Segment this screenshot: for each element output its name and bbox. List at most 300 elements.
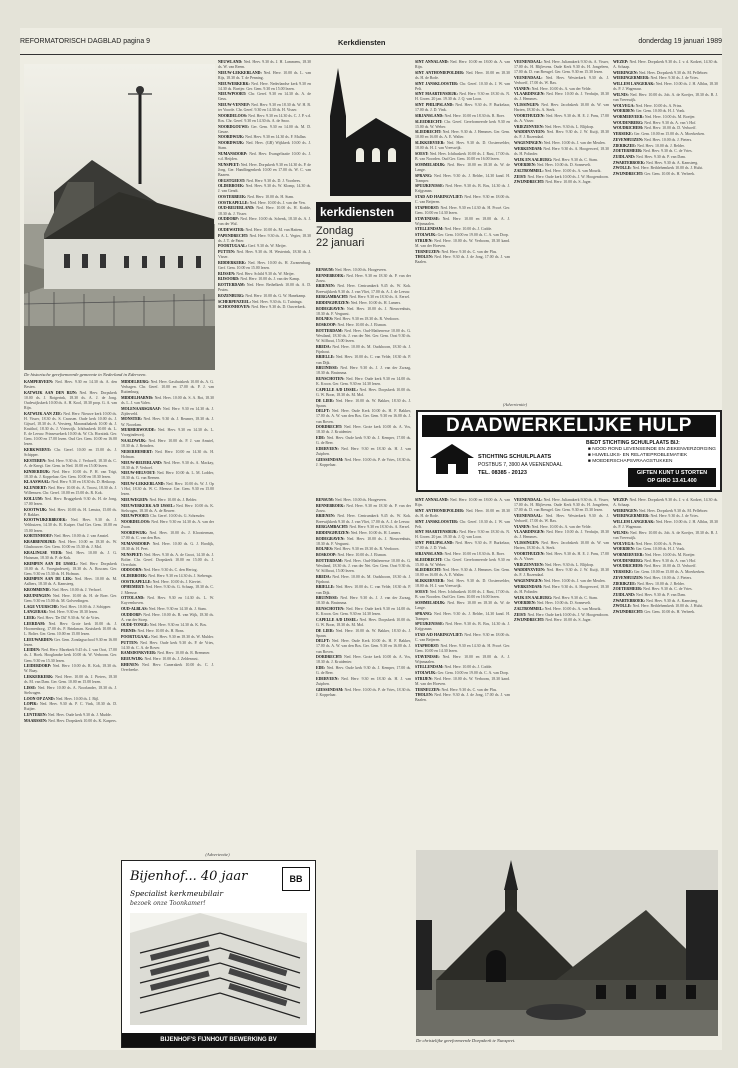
place-name: SOMMELSDIJK: xyxy=(415,600,446,605)
place-name: SOMMELSDIJK: xyxy=(415,162,446,167)
place-name: KLUNDERT: xyxy=(24,486,47,491)
heading-kerkdiensten: kerkdiensten xyxy=(316,202,411,222)
place-name: SLIKKERVEER: xyxy=(415,141,445,146)
place-name: KRIMPEN AAN DE LEK: xyxy=(24,577,73,582)
listing-entry: SPUIJKENISSE: Ned. Herv. 9.30 ds. B. Bos, 14.30 ds. J. Krijgsman. xyxy=(415,184,510,194)
listing-entry: OUDDORP: Ned. Herv. 10.00 ds. B. van Wijk, 18.30 ds. A. van der Stoep. xyxy=(121,612,214,622)
place-name: TERNEUZEN: xyxy=(415,249,441,254)
listing-entry: TERNEUZEN: Ned. Herv. 9.30 ds. C. van der Plas. xyxy=(415,249,498,254)
listing-entry: BOLNES: Ned. Herv. 9.30 en 18.30 ds. R. Verdoorn. xyxy=(316,317,400,322)
place-name: BREDA: xyxy=(316,344,331,349)
listing-entry: KOOTWIJKERBROEK: Ned. Herv. 9.30 ds. J. Velthuizen, 14.30 ds. R. Kuiper. Oud Ger. Gem. 10.00 en 15.00 lezen. xyxy=(24,518,117,533)
place-name: MIDDELBURG: xyxy=(121,380,150,384)
place-name: ZWIJNDRECHT: xyxy=(514,180,545,185)
place-name: DELFT: xyxy=(316,639,330,644)
listing-entry: WIERINGEN: Ned. Herv. Dorpskerk 9.30 ds. M. Pelleboer. xyxy=(613,508,709,513)
header-rule xyxy=(20,54,722,55)
place-name: LEERDAM: xyxy=(24,621,46,626)
place-name: VOORTHUIZEN: xyxy=(514,113,545,118)
listing-entry: STOLWIJK: Ger. Gem. 10.00 en 19.00 ds. C. A. van Dorp. xyxy=(415,233,509,238)
place-name: BENNEBROEK: xyxy=(316,273,345,278)
place-name: OOSTKAPELLE: xyxy=(121,579,152,584)
place-name: BRUINISSE: xyxy=(316,596,339,601)
place-name: ZOETERMEER: xyxy=(613,149,643,154)
listing-entry: WOERDEN: Ger. Gem. 10.00 ds. H. J. Vonk. xyxy=(613,109,686,114)
place-name: BERGAMBACHT: xyxy=(316,295,349,300)
listing-entry: STOLWIJK: Ger. Gem. 10.00 en 19.00 ds. C. A. van Dorp. xyxy=(415,671,509,676)
place-name: DE LIER: xyxy=(316,398,334,403)
place-name: VIANEN: xyxy=(514,524,531,529)
listing-entry: RIDDERKERK: Ned. Herv. 10.00 ds. H. Zwanenburg. Gerf. Gem. 10.00 en 15.00 lezen. xyxy=(218,260,311,271)
place-name: KRUININGEN: xyxy=(24,593,52,598)
place-name: SPUIJKENISSE: xyxy=(415,184,444,189)
listing-entry: LOON OP ZAND: Ned. Herv. 10.00 ds. J. Bijl. xyxy=(24,696,100,701)
listing-entry: KAMPERVEEN: Ned. Herv. 9.30 en 14.30 ds. A. den Besten. xyxy=(24,380,117,390)
listing-entry: ZOETERMEER: Ned. Herv. 9.30 ds. C. de Vries. xyxy=(613,587,693,592)
listing-entry: STAD A/D HARINGVLIET: Ned. Herv. 9.30 en 18.00 ds. C. van Beijeren. xyxy=(415,195,510,205)
listing-entry: WORMERVEER: Ned. Herv. 10.00 ds. M. Boeijer. xyxy=(613,553,696,558)
listing-entry: MIDDELHARNIS: Ned. Herv. 10.00 ds. S. A. Bot, 18.30 ds. L. J. van Valen. xyxy=(121,395,214,405)
listing-entry: OOSTERBEEK: Ned. Herv. 10.00 ds. H. Stam. xyxy=(218,195,295,200)
place-name: LEKKERKERK: xyxy=(24,675,54,679)
listing-entry: VIANEN: Ned. Herv. 10.00 ds. A. van der Velde. xyxy=(514,524,592,529)
place-name: LOON OP ZAND: xyxy=(24,696,55,701)
listing-entry: DELFT: Ned. Herv. Oude Kerk 10.00 ds. H. F. Bakker, 17.00 ds. A. W. van den Bos. Ger. Gem. 9.30 en 16.00 ds. J. van Boven. xyxy=(316,639,411,654)
listing-entry: REEUWIJK: Ned. Herv. 10.00 ds. J. Zeldenrust. xyxy=(121,657,199,661)
listing-entry: SOMMELSDIJK: Ned. Herv. 10.00 en 18.30 ds. W. de Lange. xyxy=(415,162,510,172)
place-name: BENNEBROEK: xyxy=(316,503,345,508)
listing-entry: LUNTEREN: Ned. Herv. Oude kerk 9.30 ds. J. Mudde. xyxy=(24,713,112,718)
place-name: RIJSSEN: xyxy=(218,271,236,276)
listing-entry: BERGAMBACHT: Ned. Herv. 9.30 en 18.30 ds. A. Eersel. xyxy=(316,295,411,300)
place-name: BRIELLE: xyxy=(316,585,335,590)
listing-entry: SLEEDRECHT: Chr. Geref. Gereformeerde kerk 9.30 en 15.00 ds. W. Weber. xyxy=(415,557,510,567)
listing-entry: OLDEBROEK: Ned. Herv. 9.30 en 14.30 ds. J. Siebenga. xyxy=(121,574,213,579)
listing-entry: STRIJEN: Ned. Herv. 10.00 ds. W. Verboom, 18.30 kand. M. van der Hoeven. xyxy=(415,238,510,248)
place-name: NUNSPEET: xyxy=(218,162,240,167)
listing-entry: OUDDORP: Ned. Herv. 10.00 ds. Schenk, 18.30 ds. A. J. van der Wal. xyxy=(218,217,311,227)
bijenhof-sub2: bezoek onze Toonkamer! xyxy=(130,900,206,907)
listing-entry: SINT MAARTENSDIJK: Ned. Herv. 9.30 en 18.30 ds. N. H. Groen. 20 jan. 19.30 ds. J. Q. van Loon. xyxy=(415,530,510,540)
place-name: BOSKOOP: xyxy=(316,553,337,558)
listing-entry: WIJK EN AALBURG: Ned. Herv. 9.30 ds. C. Stam. xyxy=(514,595,598,600)
bijenhof-title: Bijenhof... 40 jaar xyxy=(130,869,248,884)
place-name: CAPELLE A/D IJSSEL: xyxy=(316,617,359,622)
listing-entry: STAD A/D HARINGVLIET: Ned. Herv. 9.30 en 18.00 ds. C. van Beijeren. xyxy=(415,633,510,643)
listing-column-6b xyxy=(514,498,609,848)
listing-entry: ZWOLLE: Ned. Herv. Bethlehemkerk 10.00 ds. J. Hulst. xyxy=(613,166,704,171)
place-name: BIDDINGHUIZEN: xyxy=(316,530,350,535)
place-name: SIRJANSLAND: xyxy=(415,113,444,118)
advert-phone: TEL. 08385 - 20123 xyxy=(478,470,527,476)
place-name: GIESSENDAM: xyxy=(316,687,344,692)
listing-entry: BODEGRAVEN: Ned. Herv. 10.00 ds. J. Nieuwenhuis, 18.30 ds. F. Vergunst. xyxy=(316,306,411,316)
listing-column-1 xyxy=(24,380,117,1048)
listing-entry: MONSTER: Ned. Herv. 9.30 ds. J. Beumer, 18.30 ds. J. W. Noordam. xyxy=(121,417,214,427)
listing-column-3 xyxy=(218,60,311,848)
listing-entry: ZEIST: Ned. Herv. Oude kerk 10.00 ds. J. W. Hoogendoorn. xyxy=(514,612,609,617)
place-name: BODEGRAVEN: xyxy=(316,306,345,311)
listing-entry: WORMERVEER: Ned. Herv. 10.00 ds. M. Boeijer. xyxy=(613,115,696,120)
place-name: SOEST: xyxy=(415,589,429,594)
listing-entry: NOORDWIJK: Ned. Herv. (GB) Wijkkerk 10.00 ds. J. Stam. xyxy=(218,141,311,151)
place-name: BERGAMBACHT: xyxy=(316,525,349,530)
listing-entry: SINT JANSKLOOSTER: Chr. Geref. 10.30 ds. J. W. van Pelt. xyxy=(415,519,510,529)
place-name: THOLEN: xyxy=(415,255,433,260)
place-name: NOORDELOOS: xyxy=(121,520,151,525)
place-name: NIEUWEGEIN: xyxy=(121,498,149,502)
place-name: WORMERVEER: xyxy=(613,553,644,558)
listing-entry: WOERDEN: Ger. Gem. 10.00 ds. H. J. Vonk. xyxy=(613,547,686,552)
listing-entry: BENSUM: Ned. Herv. 10.00 ds. Hoogeveen. xyxy=(316,498,387,502)
section-title: Kerkdiensten xyxy=(338,38,386,47)
place-name: ZWOLLE: xyxy=(613,604,632,609)
place-name: ZWIJNDRECHT: xyxy=(514,618,545,623)
listing-entry: BOTTERDAM: Ned. Herv. Oud-Mathenesse 10.00 ds. G. Westland, 18.30 ds. J. van der Net. Ger. Gem. Oost 9.30 ds. W. Silfhout, 15.00 lezen. xyxy=(316,328,411,343)
place-name: LEEUWARDEN: xyxy=(24,637,54,642)
listing-entry: WIERINGERMEER: Ned. Herv. 9.30 ds. J. de Vries. xyxy=(613,76,699,81)
listing-entry: SPRANG: Ned. Herv. 9.30 ds. J. Belder, 14.30 kand. H. Tramper. xyxy=(415,173,510,183)
listing-entry: GIESSENDAM: Ned. Herv. 10.00 ds. P. de Vries, 18.30 ds. J. Koppelaar. xyxy=(316,457,411,467)
advert-org: STICHTING SCHUILPLAATS xyxy=(478,454,552,460)
place-name: NIEUW-LEKKERLAND: xyxy=(121,482,165,487)
place-name: EDERVEEN: xyxy=(316,676,339,681)
place-name: ODDOORN: xyxy=(121,568,143,573)
listing-entry: NIEUW-VENNEP: Ned. Herv. 9.30 en 18.30 ds. W. H. B. ter Voorde. Chr. Geref. 9.30 en 14.30 ds. H. Visser. xyxy=(218,103,311,113)
listing-entry: BREDA: Ned. Herv. 10.00 ds. M. Oudshoorn, 18.30 ds. J. Fijnhout. xyxy=(316,574,411,584)
listing-entry: NIEUW-BEIJERLAND: Ned. Herv. 9.30 ds. A. Mackay, 18.30 ds. P. Verhoef. xyxy=(121,460,214,470)
place-name: BOLNES: xyxy=(316,547,334,552)
place-name: VLAARDINGEN: xyxy=(514,530,545,535)
listing-entry: NOORDGOUWE: Ger. Gem. 9.30 en 14.00 ds. M. D. Geuze. xyxy=(218,124,311,134)
place-name: WORMERVEER: xyxy=(613,115,644,120)
listing-entry: SPRANG: Ned. Herv. 9.30 ds. J. Belder, 14.30 kand. H. Tramper. xyxy=(415,611,510,621)
listing-entry: NOORDELOOS: Ned. Herv. 9.30 en 14.30 ds. A. van der Zwan. xyxy=(121,520,214,530)
church-photo-ederveen xyxy=(24,64,215,370)
listing-entry: VEENENDAAL: Ned. Herv. Westerkerk 9.30 ds. J. Verhoeff, 17.00 ds. W. Bax. xyxy=(514,513,609,523)
bijenhof-footer: BIJENHOF'S FIJNHOUT BEWERKING BV xyxy=(122,1033,315,1047)
listing-entry: TERNEUZEN: Ned. Herv. 9.30 ds. C. van der Plas. xyxy=(415,687,498,692)
listing-entry: ZIERIKZEE: Ned. Herv. 10.00 ds. J. Belder. xyxy=(613,581,685,586)
place-name: NIEUWPOORT: xyxy=(218,92,247,97)
heading-date: 22 januari xyxy=(316,237,365,249)
listing-entry: ZEVENHUIZEN: Ned. Herv. 10.00 ds. J. Pieters. xyxy=(613,137,693,142)
place-name: EDERVEEN: xyxy=(316,446,339,451)
listing-entry: VLAARDINGEN: Ned. Herv. 10.00 ds. J. Verduijn, 18.30 ds. J. Hemmes. xyxy=(514,530,609,540)
listing-entry: ZUIDLAND: Ned. Herv. 9.30 ds. P. van Dam. xyxy=(613,154,686,159)
listing-entry: KOLLUM: Ned. Herv. Bruggekerk 9.30 ds. H. de Jong, 17.00 lezen. xyxy=(24,496,117,506)
listing-entry: RIJSSEN: Ned. Herv. Schild 9.30 ds. W. Meijer. xyxy=(218,271,295,276)
listing-entry: POORTUGAAL: Ned. Herv. 9.30 en 18.30 ds. W. Mulder. xyxy=(121,634,214,639)
place-name: OUD-ALBLAS: xyxy=(121,607,148,611)
place-name: WIERINGERMEER: xyxy=(613,514,650,519)
place-name: KERKWERVE: xyxy=(24,448,52,452)
place-name: SINT MAARTENSDIJK: xyxy=(415,92,458,97)
listing-entry: VEENENDAAL: Ned. Herv. Westerkerk 9.30 ds. J. Verhoeff, 17.00 ds. W. Bax. xyxy=(514,75,609,85)
advert-bijenhof xyxy=(121,860,316,1048)
advert-address: POSTBUS 7, 3900 AA VEENENDAAL xyxy=(478,462,563,468)
place-name: OOSTERBEEK: xyxy=(218,195,247,200)
advert-gift-line: GIFTEN KUNT U STORTEN xyxy=(636,470,708,476)
listing-entry: BRUINISSE: Ned. Herv. 9.30 ds. J. J. van der Zwaag, 18.30 ds. Bruinsma. xyxy=(316,366,411,376)
listing-entry: WOUDRICHEM: Ned. Herv. 10.00 ds. D. Verhoeff. xyxy=(613,564,697,569)
place-name: BOLNES: xyxy=(316,317,334,322)
place-name: ZEIST: xyxy=(514,612,527,617)
place-name: REEUWIJK: xyxy=(121,657,144,661)
place-name: WILNIS: xyxy=(613,530,629,535)
listing-entry: BRIENEN: Ned. Herv. Centrumkerk 9.45 ds. W. Kok. Breewijkkerk 9.30 ds. J. van Vliet, 17.00 ds. A. J. de Leeuw. xyxy=(316,514,411,524)
listing-entry: POORTUGAAL: Gerf. 9.30 ds. W. Meijer. xyxy=(218,244,287,249)
place-name: STAVENISSE: xyxy=(415,654,440,659)
place-name: ZUIDLAND: xyxy=(613,154,636,159)
advert-bullets xyxy=(588,447,716,465)
place-name: WAGENINGEN: xyxy=(514,579,543,584)
listing-entry: OTTOLAND: Ned. Herv. 9.30 en 14.30 ds. L. W. Kuyvenhoven. xyxy=(121,596,214,606)
place-name: POORTUGAAL: xyxy=(121,634,151,639)
place-name: ZWARTEBROEK: xyxy=(613,598,646,603)
place-name: BREDA: xyxy=(316,574,331,579)
listing-entry: KOOTWIJK: Ned. Herv. 10.00 ds. H. Lenstra, 15.00 ds. P. Bakker. xyxy=(24,507,117,517)
place-name: SINT JANSKLOOSTER: xyxy=(415,81,459,86)
place-name: WOERDEN: xyxy=(514,163,536,168)
place-name: NIEUW-BEIJERLAND: xyxy=(121,460,163,465)
place-name: STELLENDAM: xyxy=(415,227,444,232)
listing-column-7b xyxy=(613,498,718,848)
place-name: STAPHORST: xyxy=(415,205,440,210)
listing-entry: PUTTEN: Ned. Herv. Oude kerk 9.30 ds. P. de Vries, 14.30 ds. C. A. de Rover. xyxy=(121,640,214,650)
place-name: VRIEZENVEEN: xyxy=(514,124,544,129)
listing-entry: SINT PHILIPSLAND: Ned. Herv. 9.30 ds. P. Burkelaar, 17.00 ds. J. D. Vink. xyxy=(415,541,510,551)
listing-entry: RIJSOORD: Ned. Herv. 10.00 ds. J. van der Kamp. xyxy=(218,277,300,282)
listing-entry: ZWIJNDRECHT: Ger. Gem. 10.00 ds. H. Verbeek. xyxy=(613,609,695,614)
listing-entry: EDE: Ned. Herv. Oude kerk 9.30 ds. J. Kemper, 17.00 ds. G. de Beer. xyxy=(316,436,411,446)
place-name: NIEUW-LEKKERLAND: xyxy=(218,70,262,75)
listing-entry: OPHEMERT: Ned. Herv. 9.30 ds. G. Schaap, 18.30 ds. C. J. Meeuse. xyxy=(121,585,214,595)
listing-entry: STAVENISSE: Ned. Herv. 10.00 en 18.00 ds. A. J. Wijnmaalen. xyxy=(415,216,510,226)
place-name: SCHERPENZEEL: xyxy=(218,299,251,304)
listing-entry: BRIELLE: Ned. Herv. 10.00 ds. C. van Velde, 18.30 ds. P. van Dijk. xyxy=(316,585,411,595)
listing-entry: MOLENAARSGRAAF: Ned. Herv. 9.30 en 14.30 ds. J. Zijderveld. xyxy=(121,406,214,416)
place-name: BUNSCHOTEN: xyxy=(316,607,345,611)
place-name: MONSTER: xyxy=(121,417,142,422)
place-name: SLIEDRECHT: xyxy=(415,568,442,573)
listing-entry: LEIDERDORP: Ned. Herv. 10.00 ds. R. Kok, 18.30 ds. W. Baay. xyxy=(24,664,117,674)
listing-entry: WAGENINGEN: Ned. Herv. 10.00 ds. J. van der Meulen. xyxy=(514,579,606,584)
listing-entry: SINT ANNALAND: Ned. Herv. 10.00 en 18.00 ds. A. van Rijn. xyxy=(415,498,510,508)
listing-entry: ZALTBOMMEL: Ned. Herv. 10.00 ds. A. van Mourik. xyxy=(514,169,602,173)
listing-entry: KORTENHOEF: Ned. Herv. 10.00 ds. J. van Amstel. xyxy=(24,534,110,539)
listing-entry: BIDDINGHUIZEN: Ned. Herv. 10.00 ds. H. Lamers. xyxy=(316,300,402,305)
place-name: ROTTERDAM: xyxy=(218,283,246,288)
place-name: OLDEBROEK: xyxy=(121,574,148,579)
place-name: STELLENDAM: xyxy=(415,665,444,670)
bijenhof-logo-badge: BB xyxy=(282,867,310,891)
listing-entry: MAARSSEN: Ned. Herv. Dorpskerk 10.00 ds. K. Kaspers. xyxy=(24,718,117,723)
listing-entry: ROZENBURG: Ned. Herv. 10.00 ds. G. W. Hanekamp. xyxy=(218,293,307,298)
place-name: BOTTERDAM: xyxy=(316,328,343,333)
listing-entry: YERSEKE: Ger. Gem. 10.00 en 15.00 ds. A. Moerkerken. xyxy=(613,570,705,575)
place-name: SINT ANNALAND: xyxy=(415,60,449,64)
place-name: LISSE: xyxy=(24,685,37,690)
place-name: BUNSCHOTEN: xyxy=(316,377,345,381)
place-name: KINDERDIJK: xyxy=(24,469,51,474)
place-name: RHENEN: xyxy=(121,662,139,667)
listing-entry: KRALINGSE VEER: Ned. Herv. 10.00 ds. J. G. Huisman, 18.30 ds. P. de Kok. xyxy=(24,550,117,560)
listing-entry: NIEUWPOORT: Chr. Geref. 9.30 en 14.30 ds. A. de Geus. xyxy=(218,92,311,102)
place-name: WOLVEGA: xyxy=(613,541,635,546)
advert-headline: DAADWERKELIJKE HULP xyxy=(422,415,716,437)
listing-entry: ZEVENHUIZEN: Ned. Herv. 10.00 ds. J. Pieters. xyxy=(613,575,693,580)
listing-entry: LEIDEN: Ned. Herv. Marekerk 9.45 ds. J. van Oort, 17.00 ds. J. Hoek. Hooglandse kerk 10.00 ds. W. Verboom. Ger. Gem. 9.30 en 15.30 lezen. xyxy=(24,648,117,663)
place-name: MAARSSEN: xyxy=(24,718,48,723)
place-name: THOLEN: xyxy=(415,693,433,698)
place-name: ZALTBOMMEL: xyxy=(514,607,544,611)
listing-column-4b xyxy=(316,498,411,848)
listing-entry: RAMSDONKVEER: Ned. Herv. 10.00 ds. R. Bremmer. xyxy=(121,651,211,656)
place-name: KOOTWIJK: xyxy=(24,507,48,512)
listing-entry: KATWIJK AAN ZEE: Ned. Herv. Nieuwe kerk 10.00 ds. H. Visser, 18.30 ds. S. Cnossen. Oude kerk 10.00 ds. J. Gijssel, 18.30 ds. A. Versteeg. Maranathakerk 10.00 ds. J. Kruithof, 18.30 ds. J. Vrieswijk. Ichthuskerk 10.00 ds. L. E. de Leeuw. Prinsessekerk 10.00 ds. W. Ch. Horstink. Ger. Gem. 10.00 en 17.00 lezen. Oud Ger. Gem. 10.00 en 16.00 lezen. xyxy=(24,411,117,447)
listing-entry: BENSUM: Ned. Herv. 10.00 ds. Hoogeveen. xyxy=(316,268,387,272)
listing-entry: STAVENISSE: Ned. Herv. 10.00 en 18.00 ds. A. J. Wijnmaalen. xyxy=(415,654,510,664)
listing-entry: STAPHORST: Ned. Herv. 9.30 en 14.30 ds. H. Procé. Ger. Gem. 10.00 en 14.30 lezen. xyxy=(415,643,510,653)
place-name: BODEGRAVEN: xyxy=(316,536,345,541)
advert-label-bijenhof: (Advertentie) xyxy=(205,852,230,857)
listing-entry: WADDINXVEEN: Ned. Herv. 9.30 ds. J. W. Kuijt, 18.30 ds. F. J. Rozendaal. xyxy=(514,568,609,578)
place-name: LEIDERDORP: xyxy=(24,664,52,669)
place-name: SOEST: xyxy=(415,151,429,156)
listing-entry: LISSE: Ned. Herv. 10.00 ds. A. Noorlander, 18.30 ds. J. Stelwagen. xyxy=(24,685,117,695)
listing-entry: NIEUWERKERK A/D IJSSEL: Ned. Herv. 10.00 ds. K. Stelwagen, 18.30 ds. A. de Reuver. xyxy=(121,503,214,513)
place-name: POORTUGAAL: xyxy=(218,244,248,249)
place-name: GIESSENDAM: xyxy=(316,457,344,462)
listing-entry: OUDEWATER: Ned. Herv. 10.00 ds. M. van Hattem. xyxy=(218,228,303,232)
listing-entry: DORDRECHT: Ned. Herv. Grote kerk 10.00 ds. A. Vos, 18.30 ds. J. Kruidenier. xyxy=(316,425,411,435)
listing-entry: DE LIER: Ned. Herv. 10.00 ds. W. Bakker, 18.30 ds. J. Spaan. xyxy=(316,398,411,408)
place-name: LEEK: xyxy=(24,616,37,620)
place-name: KATWIJK AAN DEN RIJN: xyxy=(24,390,77,395)
listing-entry: LEERDAM: Ned. Herv. Grote kerk 10.00 ds. J. Hoornenborg, 17.00 ds. P. Brinkman. Kruiskerk 10.00 ds. L. Bolier. Ger. Gem. 10.00 en 15.00 lezen. xyxy=(24,621,117,636)
listing-entry: SLIKKERVEER: Ned. Herv. 9.30 ds. D. Oostenvelder, 18.00 ds. H. J. van Vreeswijk. xyxy=(415,579,510,589)
listing-entry: NOORDWIJK: Ned. Herv. 10.00 ds. J. Kloosterman, 17.00 ds. C. van den Bos. xyxy=(121,530,214,541)
listing-entry: WILNIS: Ned. Herv. 10.00 ds. Joh. A. de Koeijer, 18.30 ds. B. J. van Vreeswijk. xyxy=(613,530,718,541)
listing-entry: NUMANSDORP: Ned. Herv. 10.00 ds. G. J. Hordijk, 18.30 ds. H. Peet. xyxy=(121,541,214,551)
church-photo-nunspeet xyxy=(416,850,718,1036)
listing-entry: SOEST: Ned. Herv. Ichthuskerk 10.00 ds. J. Rust, 17.00 ds. B. van Noorden. Oud Ger. Gem. 10.00 en 16.00 lezen. xyxy=(415,589,510,600)
place-name: SINT ANTHONIEPOLDER: xyxy=(415,70,465,75)
advert-giro: OP GIRO 13.41.400 xyxy=(647,478,697,484)
listing-entry: ZIERIKZEE: Ned. Herv. 10.00 ds. J. Belder. xyxy=(613,143,685,148)
listing-entry: ZEIST: Ned. Herv. Oude kerk 10.00 ds. J. W. Hoogendoorn. xyxy=(514,174,609,179)
listing-column-5a xyxy=(415,60,510,400)
listing-entry: VEENENDAAL: Ned. Herv. Julianakerk 9.30 ds. A. Visser, 17.00 ds. H. Blijlevens. Oude Kerk 9.30 ds. H. Jongeleen, 17.00 ds. D. van Breugel. Ger. Gem. 9.30 en 15.30 lezen. xyxy=(514,60,609,75)
place-name: LAGE VUURSCHE: xyxy=(24,604,60,609)
place-name: WEZEP: xyxy=(613,60,629,64)
listing-entry: VEENENDAAL: Ned. Herv. Julianakerk 9.30 ds. A. Visser, 17.00 ds. H. Blijlevens. Oude Kerk 9.30 ds. H. Jongeleen, 17.00 ds. D. van Breugel. Ger. Gem. 9.30 en 15.30 lezen. xyxy=(514,498,609,513)
listing-entry: SINT ANTHONIEPOLDER: Ned. Herv. 10.00 en 18.30 ds. H. de Bode. xyxy=(415,70,510,80)
place-name: PUTTEN: xyxy=(218,250,236,255)
place-name: NOORDWIJK: xyxy=(218,141,245,146)
listing-entry: NIEUWERKERK: Ned. Herv. Nederlandse kerk 9.30 en 14.30 ds. Boeijer. Ger. Gem. 9.30 en 15.00 lezen. xyxy=(218,81,311,91)
listing-entry: NIEUWEGEIN: Ned. Herv. 10.00 ds. J. Belder. xyxy=(121,498,198,502)
place-name: PAPENDRECHT: xyxy=(218,233,249,238)
listing-entry: VLAARDINGEN: Ned. Herv. 10.00 ds. J. Verduijn, 18.30 ds. J. Hemmes. xyxy=(514,92,609,102)
place-name: SLEEDRECHT: xyxy=(415,119,443,124)
place-name: TERNEUZEN: xyxy=(415,687,441,692)
place-name: ZEVENHUIZEN: xyxy=(613,575,644,580)
place-name: ZEIST: xyxy=(514,174,527,179)
place-name: KATWIJK AAN ZEE: xyxy=(24,411,63,416)
place-name: KRIMPEN AAN DE IJSSEL: xyxy=(24,561,78,566)
place-name: BIDDINGHUIZEN: xyxy=(316,300,350,305)
place-name: OUDEWATER: xyxy=(218,228,245,232)
listing-entry: NUMANSDORP: Ned. Herv. Evangelisatie 10.00 ds. J. v.d. Heijden. xyxy=(218,151,311,162)
listing-entry: LEEK: Ned. Herv. 'De Dil' 9.30 ds. W. de Vries. xyxy=(24,616,100,620)
listing-entry: KRIMPEN AAN DE LEK: Ned. Herv. 10.00 ds. M. Aalbers, 18.30 ds. A. Kamsteeg. xyxy=(24,577,117,587)
listing-entry: KROMMENIE: Ned. Herv. 10.00 ds. J. Verhoef. xyxy=(24,588,102,593)
place-name: KESTEREN: xyxy=(24,458,47,463)
place-name: WOUDRICHEM: xyxy=(613,126,644,131)
place-name: OUDDORP: xyxy=(121,612,142,617)
listing-entry: LOPIK: Ned. Herv. 9.30 ds. P. C. Vink, 18.30 ds. D. Ruijter. xyxy=(24,702,117,712)
place-name: ZWARTEBROEK: xyxy=(613,160,646,165)
listing-entry: WIERINGERMEER: Ned. Herv. 9.30 ds. J. de Vries. xyxy=(613,514,699,519)
listing-entry: ZALTBOMMEL: Ned. Herv. 10.00 ds. A. van Mourik. xyxy=(514,607,602,611)
place-name: LEIDEN: xyxy=(24,648,41,653)
listing-entry: OOSTKAPELLE: Ned. Herv. 10.00 ds. J. Kieviet. xyxy=(121,579,202,584)
place-name: BENSUM: xyxy=(316,268,334,272)
listing-entry: BOTTERDAM: Ned. Herv. Oud-Mathenesse 10.00 ds. G. Westland, 18.30 ds. J. van der Net. Ger. Gem. Oost 9.30 ds. W. Silfhout, 15.00 lezen. xyxy=(316,558,411,573)
listing-entry: SLIEDRECHT: Ned. Herv. 9.30 ds. J. Hemmes. Ger. Gem. 10.00 en 16.00 ds. A. E. Walter. xyxy=(415,568,510,578)
listing-entry: WOUDENBERG: Ned. Herv. 9.30 ds. A. van 't Hof. xyxy=(613,120,697,125)
place-name: NIEUWPOORT: xyxy=(121,514,150,519)
listing-entry: WOLVEGA: Ned. Herv. 10.00 ds. A. Prins. xyxy=(613,541,683,546)
listing-entry: DE LIER: Ned. Herv. 10.00 ds. W. Bakker, 18.30 ds. J. Spaan. xyxy=(316,628,411,638)
listing-entry: NEDERHEMERT: Ned. Herv. 10.00 en 14.30 ds. H. Hofman. xyxy=(121,449,214,459)
newspaper-page xyxy=(20,28,722,1050)
place-name: SPRANG: xyxy=(415,173,433,178)
listing-entry: SINT MAARTENSDIJK: Ned. Herv. 9.30 en 18.30 ds. N. H. Groen. 20 jan. 19.30 ds. J. Q. van Loon. xyxy=(415,92,510,102)
listing-entry: WOUDENBERG: Ned. Herv. 9.30 ds. A. van 't Hof. xyxy=(613,558,697,563)
listing-entry: SINT JANSKLOOSTER: Chr. Geref. 10.30 ds. J. W. van Pelt. xyxy=(415,81,510,91)
place-name: PUTTEN: xyxy=(121,640,139,645)
place-name: LUNTEREN: xyxy=(24,713,47,718)
place-name: MOLENAARSGRAAF: xyxy=(121,406,162,411)
listing-entry: EDERVEEN: Ned. Herv. 9.30 en 18.30 ds. H. J. van Zutphen. xyxy=(316,446,411,456)
place-name: WOERDEN: xyxy=(613,109,635,114)
listing-entry: ZUIDLAND: Ned. Herv. 9.30 ds. P. van Dam. xyxy=(613,592,686,597)
photo-caption-ederveen: De historische gereformeerde gemeente in Nederland in Ederveen. xyxy=(24,372,147,377)
place-name: MIDDELHARNIS: xyxy=(121,395,154,400)
listing-entry: SCHERPENZEEL: Ned. Herv. 9.30 ds. G. Tuininga. xyxy=(218,299,303,304)
place-name: STAVENISSE: xyxy=(415,216,440,221)
listing-entry: WADDINXVEEN: Ned. Herv. 9.30 ds. J. W. Kuijt, 18.30 ds. F. J. Rozendaal. xyxy=(514,130,609,140)
place-name: SCHOONHOVEN: xyxy=(218,305,251,310)
listing-column-4a xyxy=(316,268,411,473)
listing-entry: OUD-ALBLAS: Ned. Herv. 9.30 en 14.30 ds. J. Stam. xyxy=(121,607,207,611)
place-name: NOORDWIJK: xyxy=(218,135,245,140)
place-name: SPRANG: xyxy=(415,611,433,616)
place-name: RAMSDONKVEER: xyxy=(121,651,157,656)
place-name: SIRJANSLAND: xyxy=(415,551,444,556)
place-name: SLIEDRECHT: xyxy=(415,130,442,135)
listing-column-2 xyxy=(121,380,214,848)
listing-entry: OUDE-TONGE: Ned. Herv. 9.30 en 14.30 ds. K. Bos. xyxy=(121,623,208,628)
listing-entry: KLUNDERT: Ned. Herv. 10.00 ds. A. Troost, 18.30 ds. J. Willemsen. Chr. Geref. 10.00 en 15.00 ds. R. Kok. xyxy=(24,486,117,496)
listing-entry: SINT ANNALAND: Ned. Herv. 10.00 en 18.00 ds. A. van Rijn. xyxy=(415,60,510,70)
paper-name: REFORMATORISCH DAGBLAD pagina 9 xyxy=(20,38,151,45)
listing-entry: STELLENDAM: Ned. Herv. 10.00 ds. J. Codde. xyxy=(415,665,493,670)
listing-entry: KATWIJK AAN DEN RIJN: Ned. Herv. Dorpskerk 10.00 ds. J. Rotgerink, 18.30 ds. A. J. de Jong. Oudewijkskerk 10.00 ds. A. H. Kool, 18.30 prop. G. A. van Rijn. xyxy=(24,390,117,411)
